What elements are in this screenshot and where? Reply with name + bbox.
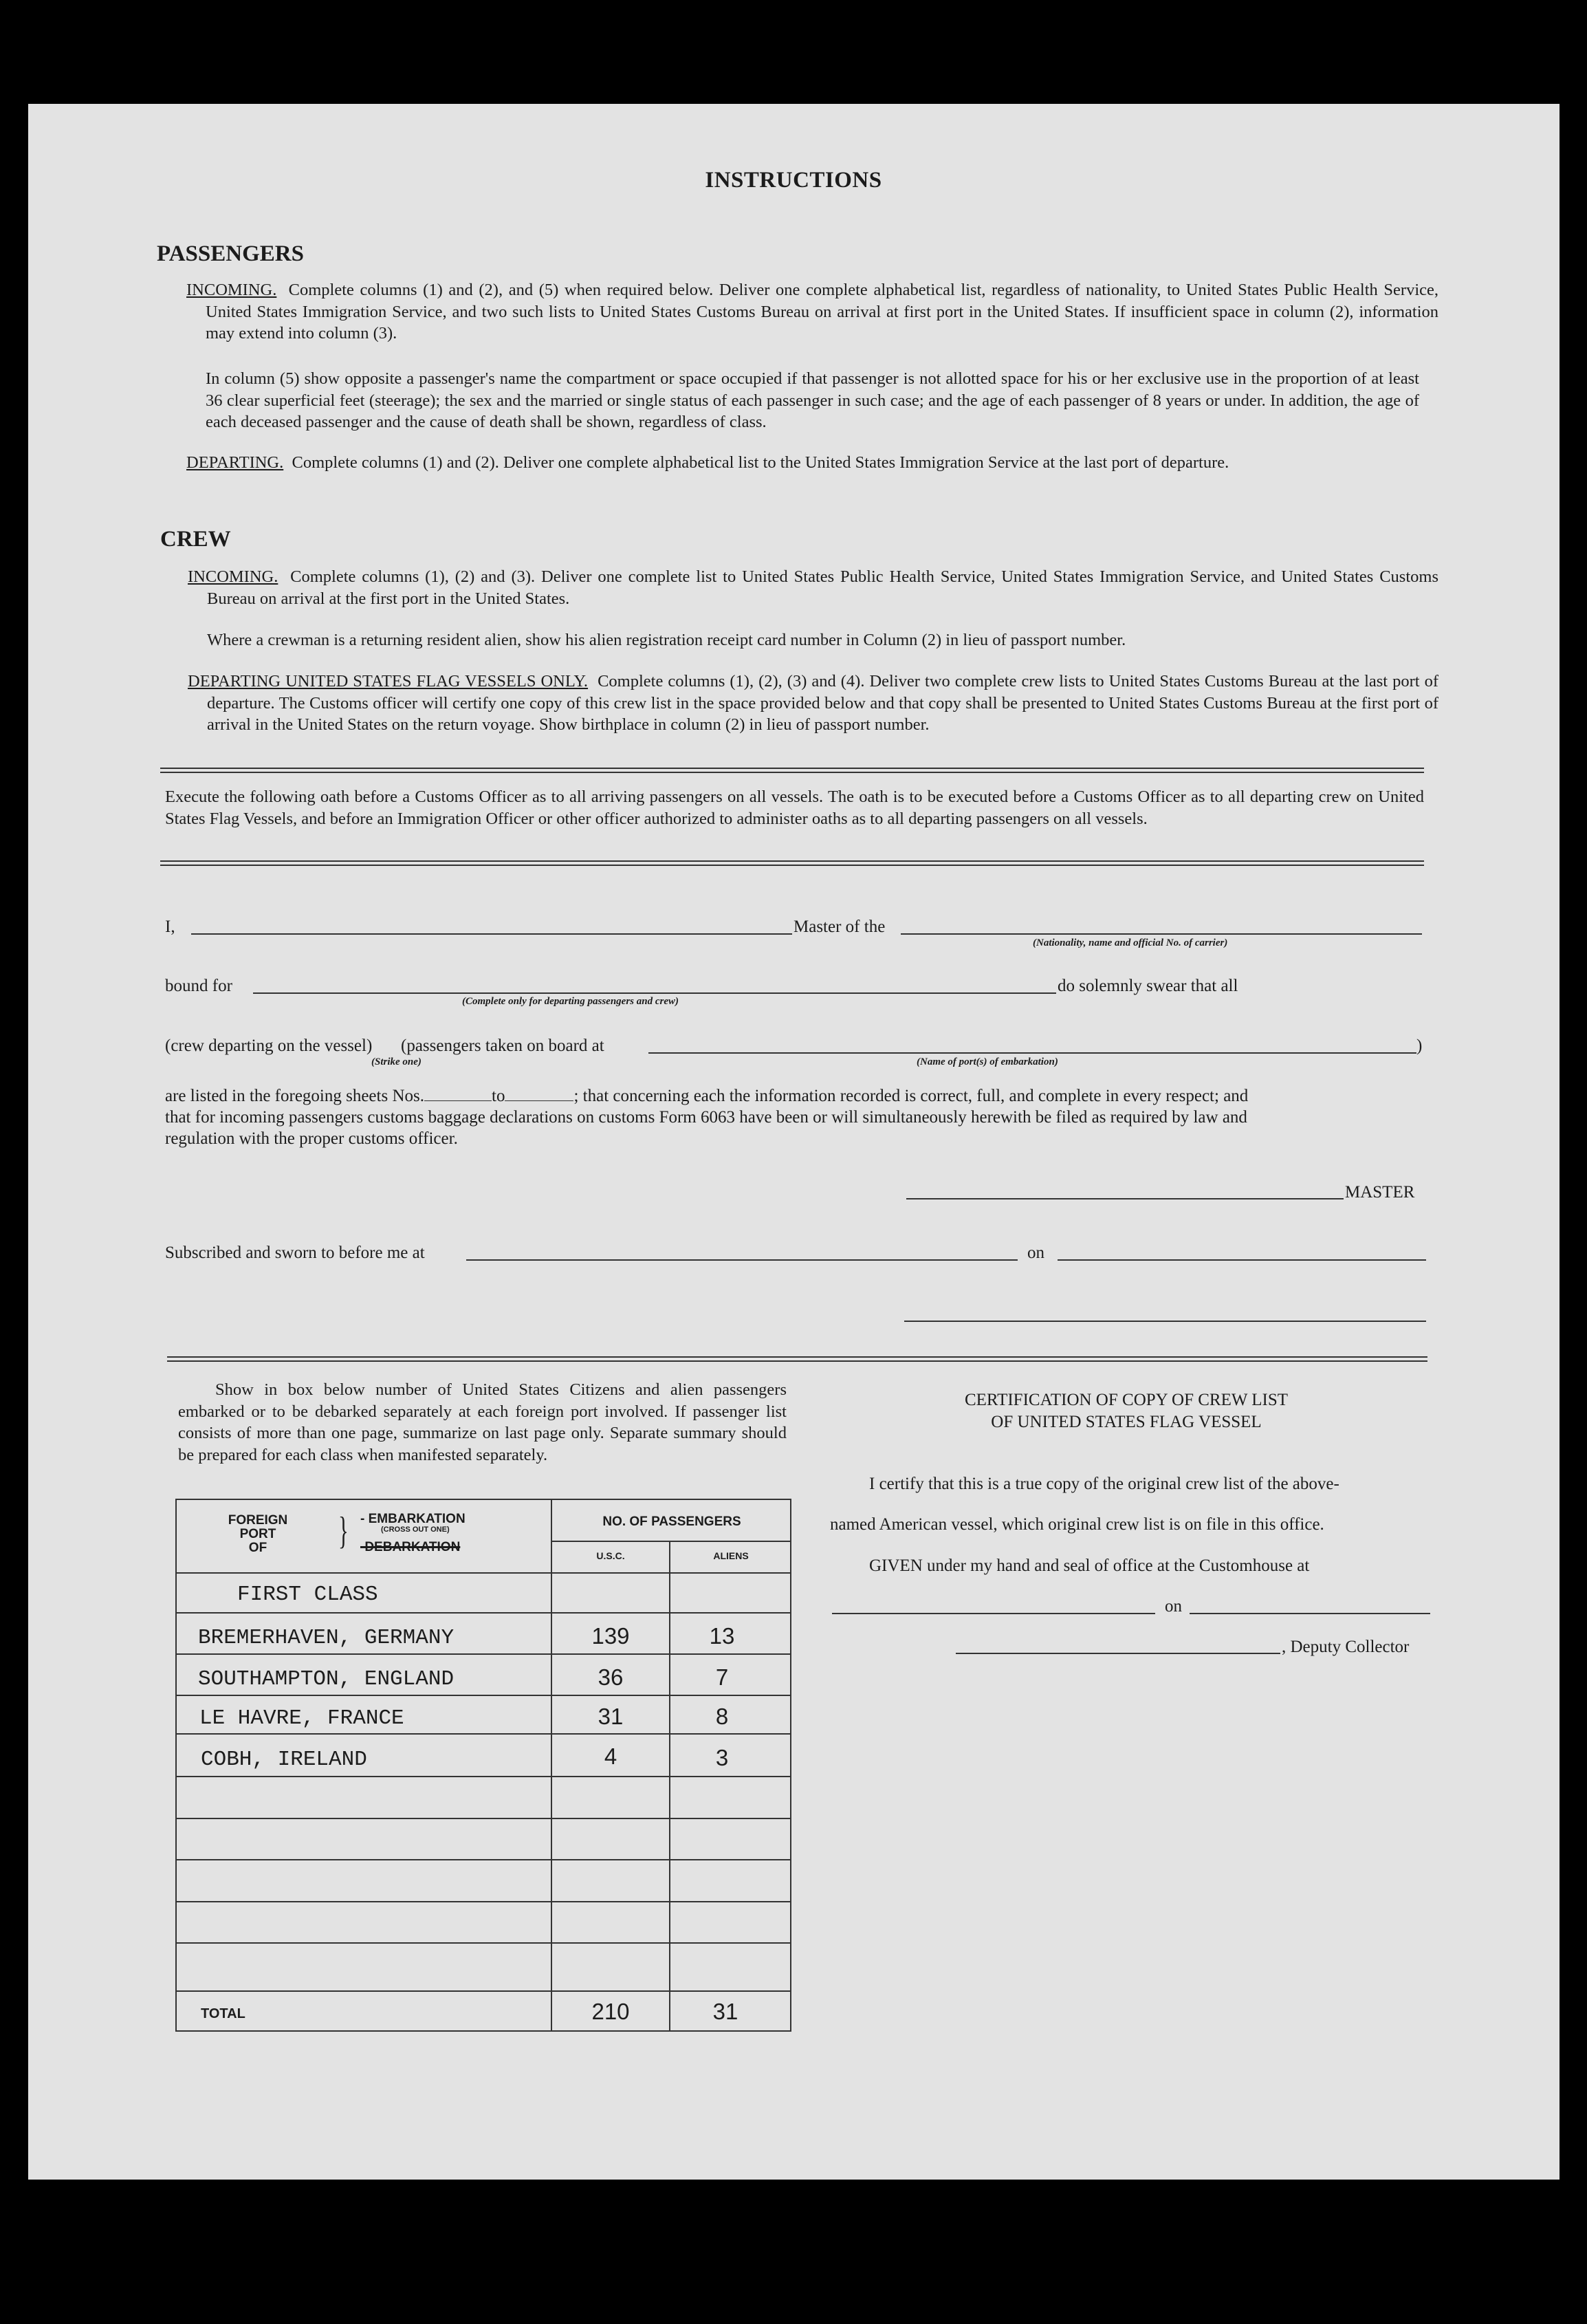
table-line xyxy=(175,1653,791,1655)
crew-incoming-label: INCOMING. xyxy=(188,567,278,586)
total-aliens: 31 xyxy=(712,1999,738,2024)
oath-i-label: I, xyxy=(165,917,175,936)
strike-one-caption: (Strike one) xyxy=(371,1056,422,1067)
class-label: FIRST CLASS xyxy=(237,1583,378,1607)
row-port: COBH, IRELAND xyxy=(201,1748,367,1772)
cross-out-caption: (CROSS OUT ONE) xyxy=(381,1525,450,1534)
certification-title-line2: OF UNITED STATES FLAG VESSEL xyxy=(991,1413,1262,1431)
certification-on-label: on xyxy=(1165,1597,1182,1616)
certification-line1: I certify that this is a true copy of the original crew list of the above- xyxy=(869,1475,1339,1493)
listed-text xyxy=(165,1087,1248,1106)
listed-to: to xyxy=(492,1087,505,1105)
row-aliens: 8 xyxy=(715,1704,729,1729)
table-line xyxy=(551,1541,791,1542)
row-aliens: 7 xyxy=(715,1664,729,1690)
port-label: PORT xyxy=(239,1527,276,1541)
passengers-taken-option: (passengers taken on board at xyxy=(401,1036,604,1055)
crew-incoming-paragraph xyxy=(188,566,1438,609)
passengers-departing-paragraph xyxy=(186,452,1438,474)
crew-resident-paragraph: Where a crewman is a returning resident alien, show his alien registration receipt card number in Column (2) in lieu of passport number. xyxy=(207,631,1126,649)
total-label: TOTAL xyxy=(201,2006,245,2021)
master-signature-line[interactable] xyxy=(906,1198,1344,1199)
foreign-label: FOREIGN xyxy=(228,1513,288,1528)
name-line[interactable] xyxy=(191,933,792,935)
subscribed-label: Subscribed and sworn to before me at xyxy=(165,1244,425,1262)
oath-line3: regulation with the proper customs officer. xyxy=(165,1129,458,1148)
table-line xyxy=(175,1818,791,1819)
customhouse-line[interactable] xyxy=(832,1613,1155,1614)
table-line xyxy=(175,1990,791,1992)
sworn-date-line[interactable] xyxy=(1058,1259,1426,1261)
no-passengers-header: NO. OF PASSENGERS xyxy=(602,1514,741,1529)
sheet-from-line[interactable] xyxy=(424,1100,492,1101)
summary-instructions: Show in box below number of United States Citizens and alien passengers embarked or to be debarked separately at each foreign port involved. If passenger list consists of more than one page, summarize on last page only. Separate summary should be prepared for each class when manifested separately. xyxy=(178,1380,787,1464)
deputy-collector-label: , Deputy Collector xyxy=(1282,1638,1410,1656)
row-usc: 31 xyxy=(598,1704,624,1729)
divider xyxy=(160,768,1424,773)
certification-date-line[interactable] xyxy=(1190,1613,1430,1614)
row-port: BREMERHAVEN, GERMANY xyxy=(198,1626,455,1650)
passengers-departing-text: Complete columns (1) and (2). Deliver one complete alphabetical list to the United States Immigration Service at the last port of departure. xyxy=(292,453,1229,472)
row-port: SOUTHAMPTON, ENGLAND xyxy=(198,1667,455,1691)
crew-departing-option: (crew departing on the vessel) xyxy=(165,1036,373,1055)
table-line xyxy=(175,1942,791,1944)
brace: } xyxy=(338,1510,349,1552)
row-usc: 139 xyxy=(591,1623,630,1649)
officer-signature-line[interactable] xyxy=(904,1321,1426,1322)
crew-departing-paragraph xyxy=(188,671,1438,736)
carrier-caption: (Nationality, name and official No. of carrier) xyxy=(1033,937,1228,948)
master-of-the-label: Master of the xyxy=(794,917,886,936)
ports-caption: (Name of port(s) of embarkation) xyxy=(917,1056,1058,1067)
table-line xyxy=(175,1572,791,1574)
table-line xyxy=(175,1733,791,1735)
certification-title xyxy=(851,1389,1401,1433)
foreign-port-of-label xyxy=(206,1514,309,1555)
ports-line[interactable] xyxy=(648,1052,1416,1054)
row-port: LE HAVRE, FRANCE xyxy=(199,1706,404,1730)
close-paren: ) xyxy=(1416,1036,1423,1055)
passengers-incoming-paragraph xyxy=(186,279,1438,345)
total-usc: 210 xyxy=(591,1999,630,2024)
sworn-on-label: on xyxy=(1027,1244,1044,1262)
embarkation-option: - EMBARKATION xyxy=(360,1512,466,1526)
table-col-divider xyxy=(669,1541,670,2032)
passengers-incoming-label: INCOMING. xyxy=(186,281,277,299)
divider xyxy=(160,860,1424,866)
oath-instructions: Execute the following oath before a Customs Officer as to all arriving passengers on all vessels. The oath is to be executed before a Customs Officer as to all departing crew on United States Flag Vessels, and before an Immigration Officer or other officer authorized to administer oaths as to all departing passengers on all vessels. xyxy=(165,788,1424,828)
table-line xyxy=(175,1901,791,1902)
table-line xyxy=(175,1776,791,1777)
table-line xyxy=(175,1859,791,1860)
passengers-departing-label: DEPARTING. xyxy=(186,453,284,472)
certification-line2: named American vessel, which original crew list is on file in this office. xyxy=(830,1515,1324,1534)
row-aliens: 3 xyxy=(715,1745,729,1770)
table-line xyxy=(175,1612,791,1614)
bound-caption: (Complete only for departing passengers and crew) xyxy=(462,996,679,1007)
sheet-to-line[interactable] xyxy=(505,1100,573,1101)
oath-line2: that for incoming passengers customs baggage declarations on customs Form 6063 have been or will simultaneously herewith be filed as required by law and xyxy=(165,1108,1247,1127)
passengers-incoming-text: Complete columns (1) and (2), and (5) when required below. Deliver one complete alphabetical list, regardless of nationality, to United States Public Health Service, United States Immigration Service, and two such lists to United States Customs Bureau on arrival at first port in the United States. If insufficient space in column (2), information may extend into column (3). xyxy=(206,281,1439,343)
row-aliens: 13 xyxy=(709,1623,735,1649)
swear-text: do solemnly swear that all xyxy=(1058,977,1238,995)
crew-heading: CREW xyxy=(160,527,231,552)
debarkation-option-struck: -DEBARKATION xyxy=(360,1540,461,1554)
passengers-column5-paragraph: In column (5) show opposite a passenger's name the compartment or space occupied if that passenger is not allotted space for his or her exclusive use in the proportion of at least 36 clear superficial feet (steerage); the sex and the married or single status of each passenger in such case; and the age of each passenger of 8 years or under. In addition, the age of each deceased passenger and the cause of death shall be shown, regardless of class. xyxy=(206,369,1419,431)
page-title: INSTRUCTIONS xyxy=(705,168,882,193)
passengers-heading: PASSENGERS xyxy=(157,241,304,266)
listed-start: are listed in the foregoing sheets Nos. xyxy=(165,1087,424,1105)
bound-for-label: bound for xyxy=(165,977,232,995)
listed-rest: ; that concerning each the information recorded is correct, full, and complete in every respect; and xyxy=(573,1087,1249,1105)
carrier-line[interactable] xyxy=(901,933,1422,935)
master-label: MASTER xyxy=(1345,1183,1415,1202)
deputy-signature-line[interactable] xyxy=(956,1653,1280,1654)
certification-line3: GIVEN under my hand and seal of office at the Customhouse at xyxy=(869,1556,1310,1575)
row-usc: 36 xyxy=(598,1664,624,1690)
crew-incoming-text: Complete columns (1), (2) and (3). Deliver one complete list to United States Public Health Service, United States Immigration Service, and United States Customs Bureau on arrival at the first port in the United States. xyxy=(207,567,1438,608)
aliens-header: ALIENS xyxy=(713,1550,749,1561)
divider xyxy=(167,1356,1427,1362)
sworn-place-line[interactable] xyxy=(466,1259,1018,1261)
certification-title-line1: CERTIFICATION OF COPY OF CREW LIST xyxy=(964,1391,1289,1409)
crew-departing-text: Complete columns (1), (2), (3) and (4). Deliver two complete crew lists to United States Customs Bureau at the last port of departure. The Customs officer will certify one copy of this crew list in the space provided below and that copy shall be presented to United States Customs Bureau at the first port of arrival in the United States on the return voyage. Show birthplace in column (2) in lieu of passport number. xyxy=(207,672,1438,734)
of-label: OF xyxy=(248,1541,267,1555)
table-line xyxy=(175,1695,791,1696)
row-usc: 4 xyxy=(604,1744,617,1769)
bound-for-line[interactable] xyxy=(253,992,1056,994)
crew-departing-label: DEPARTING UNITED STATES FLAG VESSELS ONLY. xyxy=(188,672,589,691)
usc-header: U.S.C. xyxy=(596,1550,625,1561)
